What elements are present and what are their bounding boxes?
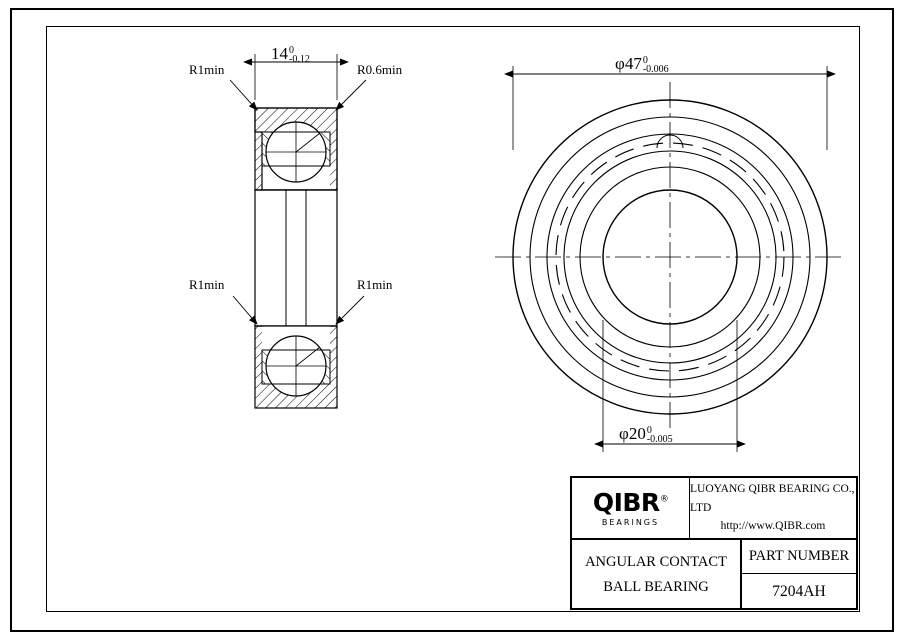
width-nominal: 14 bbox=[271, 44, 288, 63]
dimension-bore-diameter bbox=[619, 424, 673, 444]
title-block bbox=[570, 476, 858, 610]
company-name: LUOYANG QIBR BEARING CO., LTD bbox=[690, 483, 855, 514]
product-line-2: BALL BEARING bbox=[603, 579, 709, 595]
width-tol-lower: -0.12 bbox=[289, 54, 310, 66]
logo-text bbox=[592, 487, 669, 517]
section-view bbox=[230, 54, 366, 408]
brand-logo bbox=[572, 478, 690, 538]
label-r1min-top-left: R1min bbox=[189, 62, 225, 77]
product-line-1: ANGULAR CONTACT bbox=[585, 553, 727, 570]
label-r06min-top-right: R0.6min bbox=[357, 62, 403, 77]
company-info bbox=[690, 478, 856, 538]
label-r1min-bottom-left: R1min bbox=[189, 277, 225, 292]
logo-wordmark: QIBR bbox=[592, 487, 660, 517]
outer-dia-nominal: 47 bbox=[624, 54, 642, 73]
logo-subtext: BEARINGS bbox=[601, 517, 660, 527]
title-block-body bbox=[572, 540, 856, 610]
dimension-outer-diameter bbox=[615, 54, 669, 74]
width-tol-upper: 0 bbox=[289, 45, 294, 57]
part-number-value: 7204AH bbox=[772, 583, 826, 600]
outer-dia-symbol: φ bbox=[615, 54, 625, 73]
title-block-header bbox=[572, 478, 856, 540]
company-url[interactable]: http://www.QIBR.com bbox=[720, 520, 826, 533]
label-r1min-bottom-right: R1min bbox=[357, 277, 393, 292]
bore-dia-nominal: 20 bbox=[628, 424, 646, 443]
bore-dia-tol-lower: -0.005 bbox=[646, 434, 673, 446]
outer-dia-tol-upper: 0 bbox=[642, 55, 648, 67]
part-number-block bbox=[742, 540, 856, 610]
product-description bbox=[572, 540, 742, 610]
registered-trademark-icon: ® bbox=[659, 494, 669, 505]
front-view bbox=[495, 66, 845, 452]
bore-dia-tol-upper: 0 bbox=[646, 425, 652, 437]
part-number-header: PART NUMBER bbox=[742, 540, 856, 574]
bore-dia-symbol: φ bbox=[619, 424, 629, 443]
outer-dia-tol-lower: -0.006 bbox=[642, 64, 669, 76]
dimension-width bbox=[271, 44, 310, 64]
